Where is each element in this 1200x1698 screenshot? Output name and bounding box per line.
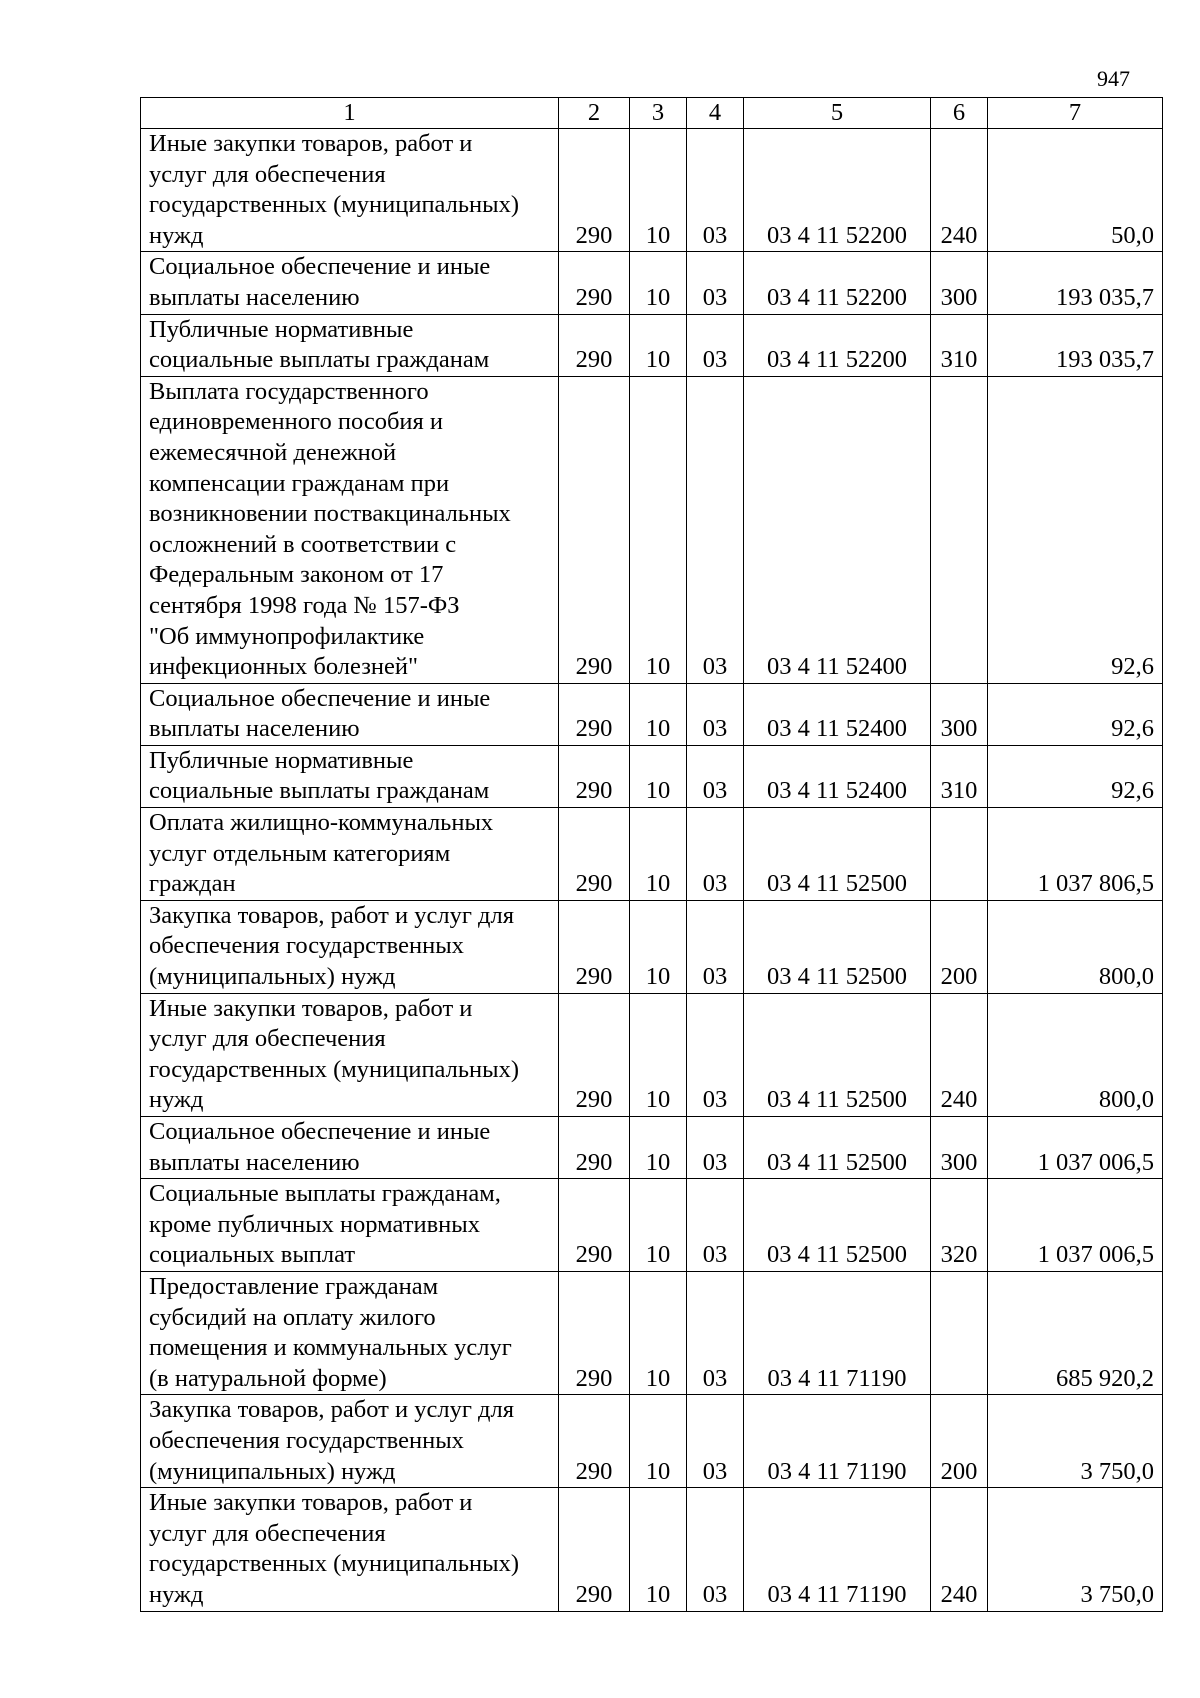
cell-ministry-code: 290: [559, 993, 630, 1116]
item-name-line: государственных (муниципальных): [149, 191, 520, 219]
cell-section: 10: [630, 314, 687, 376]
column-header: 3: [630, 98, 687, 129]
cell-amount: 800,0: [988, 993, 1163, 1116]
item-name-line: государственных (муниципальных): [149, 1055, 520, 1083]
cell-expense-type: 200: [931, 1395, 988, 1488]
cell-expense-type: 320: [931, 1179, 988, 1272]
cell-amount: 193 035,7: [988, 252, 1163, 314]
cell-item-name: [141, 376, 559, 683]
cell-item-name: [141, 314, 559, 376]
cell-subsection: 03: [687, 376, 744, 683]
item-name-line: (муниципальных) нужд: [149, 1457, 396, 1485]
column-header: 2: [559, 98, 630, 129]
item-name-line: Федеральным законом от 17: [149, 561, 444, 589]
budget-table: [140, 97, 1163, 1612]
cell-section: 10: [630, 1179, 687, 1272]
cell-amount: 92,6: [988, 683, 1163, 745]
cell-target-article: 03 4 11 52400: [744, 683, 931, 745]
cell-ministry-code: 290: [559, 1179, 630, 1272]
item-name-line: ежемесячной денежной: [149, 438, 397, 466]
table-row: [141, 252, 1163, 314]
cell-subsection: 03: [687, 993, 744, 1116]
cell-expense-type: 240: [931, 129, 988, 252]
item-name-line: "Об иммунопрофилактике: [149, 622, 425, 650]
cell-item-name: [141, 1179, 559, 1272]
cell-target-article: 03 4 11 52500: [744, 1117, 931, 1179]
cell-section: 10: [630, 129, 687, 252]
item-name-line: Иные закупки товаров, работ и: [149, 130, 473, 157]
cell-expense-type: 240: [931, 993, 988, 1116]
cell-expense-type: 240: [931, 1488, 988, 1611]
cell-target-article: 03 4 11 52200: [744, 314, 931, 376]
cell-subsection: 03: [687, 808, 744, 901]
cell-ministry-code: 290: [559, 1271, 630, 1394]
column-header: 6: [931, 98, 988, 129]
cell-expense-type: 310: [931, 745, 988, 807]
item-name-line: услуг для обеспечения: [149, 1519, 386, 1547]
cell-item-name: [141, 252, 559, 314]
cell-amount: 193 035,7: [988, 314, 1163, 376]
table-row: [141, 1488, 1163, 1611]
cell-target-article: 03 4 11 52400: [744, 376, 931, 683]
cell-target-article: 03 4 11 52200: [744, 252, 931, 314]
cell-subsection: 03: [687, 1271, 744, 1394]
item-name-line: (муниципальных) нужд: [149, 963, 396, 991]
cell-ministry-code: 290: [559, 129, 630, 252]
column-header: 4: [687, 98, 744, 129]
item-name-line: Иные закупки товаров, работ и: [149, 1489, 473, 1517]
item-name-line: Закупка товаров, работ и услуг для: [149, 1396, 514, 1424]
cell-target-article: 03 4 11 52400: [744, 745, 931, 807]
column-header: 5: [744, 98, 931, 129]
table-row: [141, 1179, 1163, 1272]
column-header: 1: [141, 98, 559, 129]
cell-amount: 1 037 006,5: [988, 1117, 1163, 1179]
cell-expense-type: 200: [931, 900, 988, 993]
table-row: [141, 900, 1163, 993]
cell-section: 10: [630, 808, 687, 901]
cell-target-article: 03 4 11 52500: [744, 808, 931, 901]
item-name-line: возникновении поствакцинальных: [149, 500, 511, 528]
cell-ministry-code: 290: [559, 376, 630, 683]
item-name-line: услуг для обеспечения: [149, 1025, 386, 1053]
table-row: [141, 129, 1163, 252]
cell-section: 10: [630, 1395, 687, 1488]
cell-section: 10: [630, 993, 687, 1116]
cell-subsection: 03: [687, 900, 744, 993]
cell-ministry-code: 290: [559, 252, 630, 314]
table-row: [141, 314, 1163, 376]
item-name-line: Иные закупки товаров, работ и: [149, 994, 473, 1022]
item-name-line: компенсации гражданам при: [149, 469, 450, 497]
cell-section: 10: [630, 252, 687, 314]
table-row: [141, 993, 1163, 1116]
column-header: 7: [988, 98, 1163, 129]
table-row: [141, 1395, 1163, 1488]
cell-item-name: [141, 808, 559, 901]
item-name-line: нужд: [149, 1580, 204, 1608]
cell-item-name: [141, 1117, 559, 1179]
cell-amount: 800,0: [988, 900, 1163, 993]
item-name-line: Предоставление гражданам: [149, 1272, 439, 1300]
cell-ministry-code: 290: [559, 808, 630, 901]
cell-item-name: [141, 129, 559, 252]
item-name-line: услуг отдельным категориям: [149, 839, 451, 867]
cell-item-name: [141, 745, 559, 807]
cell-subsection: 03: [687, 1179, 744, 1272]
cell-subsection: 03: [687, 252, 744, 314]
item-name-line: Публичные нормативные: [149, 315, 414, 343]
item-name-line: услуг для обеспечения: [149, 160, 386, 188]
cell-item-name: [141, 900, 559, 993]
cell-subsection: 03: [687, 314, 744, 376]
item-name-line: (в натуральной форме): [149, 1364, 387, 1392]
cell-amount: 1 037 006,5: [988, 1179, 1163, 1272]
item-name-line: Оплата жилищно-коммунальных: [149, 809, 494, 837]
cell-amount: 3 750,0: [988, 1488, 1163, 1611]
cell-ministry-code: 290: [559, 1488, 630, 1611]
table-row: [141, 376, 1163, 683]
cell-section: 10: [630, 1488, 687, 1611]
cell-expense-type: 310: [931, 314, 988, 376]
cell-item-name: [141, 683, 559, 745]
cell-section: 10: [630, 1117, 687, 1179]
cell-expense-type: 300: [931, 252, 988, 314]
item-name-line: государственных (муниципальных): [149, 1550, 520, 1578]
cell-ministry-code: 290: [559, 1395, 630, 1488]
item-name-line: обеспечения государственных: [149, 932, 464, 960]
item-name-line: выплаты населению: [149, 283, 360, 311]
header-row: [141, 98, 1163, 129]
table-row: [141, 1271, 1163, 1394]
item-name-line: граждан: [149, 870, 236, 898]
table-row: [141, 1117, 1163, 1179]
item-name-line: осложнений в соответствии с: [149, 530, 457, 558]
item-name-line: Публичные нормативные: [149, 746, 414, 774]
item-name-line: Социальные выплаты гражданам,: [149, 1180, 501, 1208]
cell-subsection: 03: [687, 1395, 744, 1488]
item-name-line: выплаты населению: [149, 1148, 360, 1176]
cell-amount: 92,6: [988, 376, 1163, 683]
table-row: [141, 808, 1163, 901]
cell-section: 10: [630, 900, 687, 993]
item-name-line: помещения и коммунальных услуг: [149, 1334, 512, 1362]
table-row: [141, 745, 1163, 807]
cell-section: 10: [630, 376, 687, 683]
cell-amount: 1 037 806,5: [988, 808, 1163, 901]
cell-subsection: 03: [687, 1117, 744, 1179]
cell-subsection: 03: [687, 683, 744, 745]
cell-target-article: 03 4 11 52500: [744, 993, 931, 1116]
cell-target-article: 03 4 11 52500: [744, 1179, 931, 1272]
item-name-line: Закупка товаров, работ и услуг для: [149, 901, 514, 929]
cell-item-name: [141, 1488, 559, 1611]
item-name-line: Социальное обеспечение и иные: [149, 253, 491, 281]
item-name-line: нужд: [149, 1086, 204, 1114]
cell-item-name: [141, 993, 559, 1116]
cell-subsection: 03: [687, 745, 744, 807]
cell-target-article: 03 4 11 52200: [744, 129, 931, 252]
cell-expense-type: [931, 1271, 988, 1394]
item-name-line: социальные выплаты гражданам: [149, 346, 490, 374]
page-number: 947: [1097, 66, 1130, 91]
cell-ministry-code: 290: [559, 314, 630, 376]
cell-ministry-code: 290: [559, 683, 630, 745]
cell-ministry-code: 290: [559, 1117, 630, 1179]
item-name-line: единовременного пособия и: [149, 408, 444, 436]
item-name-line: социальные выплаты гражданам: [149, 777, 490, 805]
cell-ministry-code: 290: [559, 745, 630, 807]
cell-subsection: 03: [687, 129, 744, 252]
cell-section: 10: [630, 683, 687, 745]
item-name-line: Выплата государственного: [149, 377, 429, 405]
cell-amount: 50,0: [988, 129, 1163, 252]
cell-section: 10: [630, 745, 687, 807]
item-name-line: кроме публичных нормативных: [149, 1210, 480, 1238]
item-name-line: Социальное обеспечение и иные: [149, 1118, 491, 1145]
cell-subsection: 03: [687, 1488, 744, 1611]
cell-section: 10: [630, 1271, 687, 1394]
cell-expense-type: 300: [931, 683, 988, 745]
cell-target-article: 03 4 11 71190: [744, 1488, 931, 1611]
item-name-line: социальных выплат: [149, 1241, 356, 1269]
item-name-line: сентября 1998 года № 157-ФЗ: [149, 591, 460, 619]
item-name-line: нужд: [149, 221, 204, 249]
cell-item-name: [141, 1271, 559, 1394]
cell-amount: 92,6: [988, 745, 1163, 807]
item-name-line: выплаты населению: [149, 715, 360, 743]
table-row: [141, 683, 1163, 745]
cell-target-article: 03 4 11 71190: [744, 1395, 931, 1488]
item-name-line: Социальное обеспечение и иные: [149, 684, 491, 712]
cell-expense-type: [931, 808, 988, 901]
item-name-line: обеспечения государственных: [149, 1426, 464, 1454]
cell-target-article: 03 4 11 52500: [744, 900, 931, 993]
item-name-line: инфекционных болезней": [149, 653, 418, 681]
item-name-line: субсидий на оплату жилого: [149, 1303, 436, 1331]
cell-amount: 3 750,0: [988, 1395, 1163, 1488]
cell-item-name: [141, 1395, 559, 1488]
cell-amount: 685 920,2: [988, 1271, 1163, 1394]
cell-expense-type: 300: [931, 1117, 988, 1179]
cell-ministry-code: 290: [559, 900, 630, 993]
cell-target-article: 03 4 11 71190: [744, 1271, 931, 1394]
cell-expense-type: [931, 376, 988, 683]
